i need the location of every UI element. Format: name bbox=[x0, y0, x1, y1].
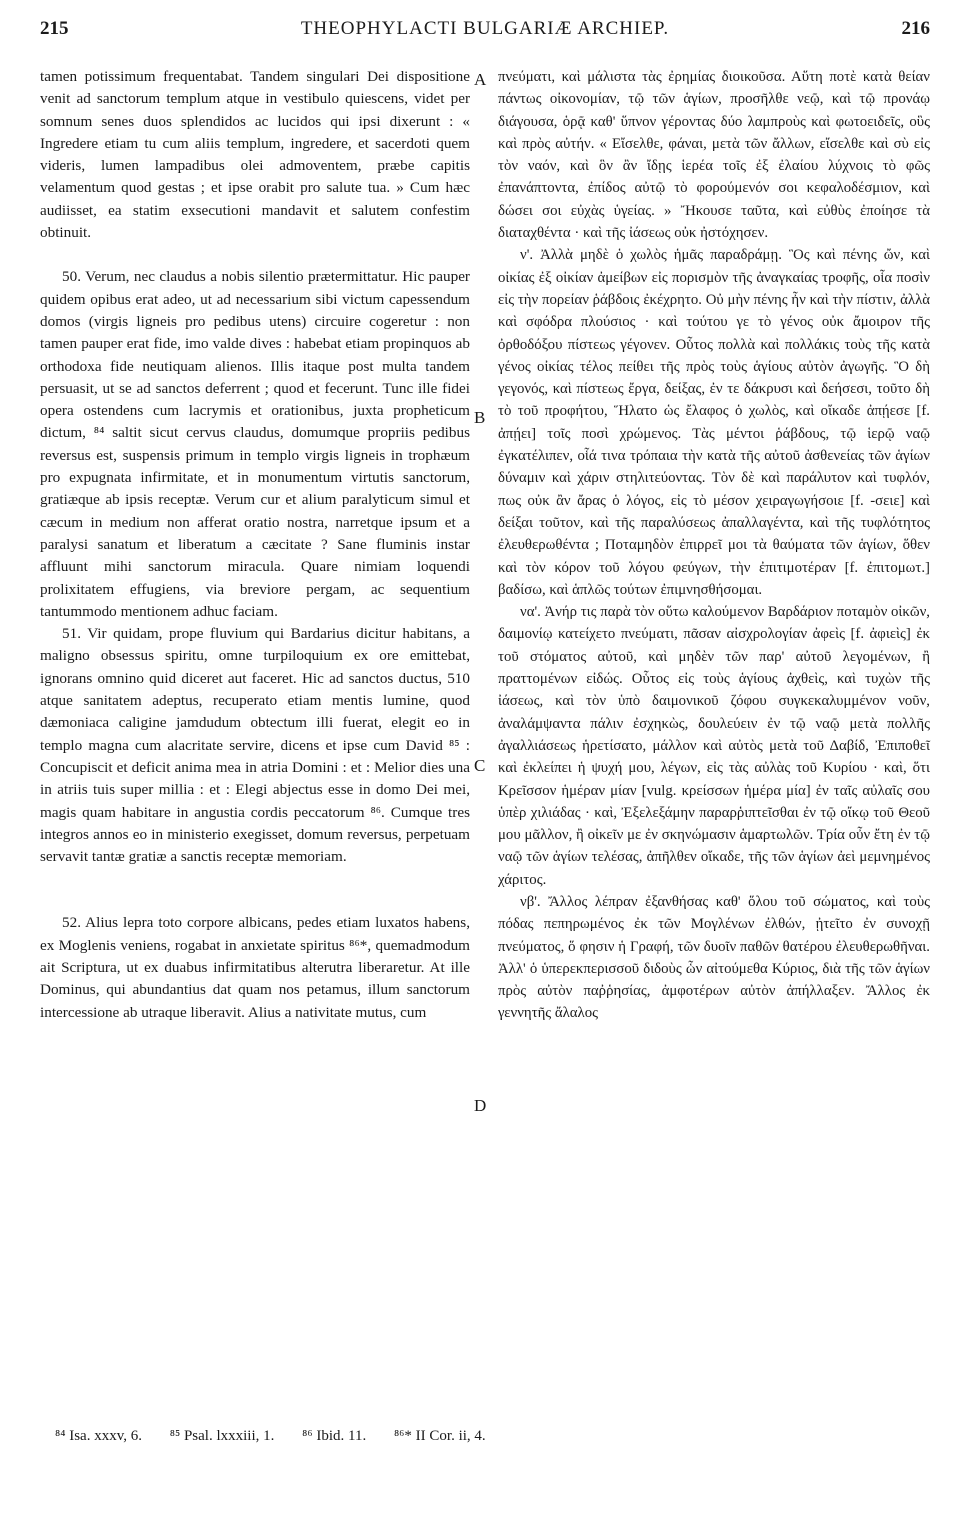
latin-column bbox=[40, 66, 470, 1024]
margin-letter-b: B bbox=[474, 408, 486, 427]
latin-paragraph-50: 50. Verum, nec claudus a nobis silentio prætermittatur. Hic pauper quidem opibus erat adeo, ut ad necessarium sibi victum capessendum domos (virgis ligneis pro pedibus utens) circuire cogeretur : non tamen pauper erat fide, imo valde dives : habebat etiam propinquos ab orthodoxa fide neutiquam alienos. Illis itaque post multa tandem persuasit, ut se ad sanctos deferrent ; quod et fecerunt. Tunc ille fidei opera ostendens cum lacrymis et orationibus, juxta propheticum dictum, ⁸⁴ saltit sicut cervus claudus, domumque propriis pedibus reversus est, suspensis primum in templo virgis ligneis in trophæum pro expugnata infirmitate, et in monumentum virtutis sanctorum, gratiæque ab ipsis receptæ. Verum cur et alium paralyticum simul et cæcum in medium non afferat oratio nostra, narretque ipsum et a paralysi sanatum et liberatum a cæcitate ? Sane fluminis instar affluunt mihi sanctorum miracula. Quare nimiam loquendi prolixitatem effugiens, via breviore pergam, ac sequentium tantummodo mentionem adhuc faciam. bbox=[40, 268, 470, 620]
footnotes bbox=[55, 1428, 935, 1445]
footnote-84: ⁸⁴ Isa. xxxv, 6. bbox=[55, 1428, 142, 1444]
margin-letter-d: D bbox=[474, 1096, 487, 1115]
latin-paragraph-51: 51. Vir quidam, prope fluvium qui Bardarius dicitur habitans, a maligno obsessus spiritu, omne turpiloquium ex ore emittebat, ignorans omnino quid diceret aut faceret. Hic ad sanctos ductus, 510 atque sanitatem adeptus, recuperato etiam mentis lumine, quod dæmoniaca caligine jamdudum obtectum illi fuerat, elegit eo in templo magna cum alacritate servire, dicens et ipse cum David ⁸⁵ : Concupiscit et deficit anima mea in atria Domini : et : Melior dies una in atriis tuis super millia : et : Elegi abjectus esse in domo Dei mei, magis quam habitare in angustia cordis peccatorum ⁸⁶. Cumque tres integros annos eo in ministerio exegisset, domum reversus, perpetuam servavit tantæ gratiæ a sanctis receptæ memoriam. bbox=[40, 625, 470, 866]
margin-letter-c: C bbox=[474, 756, 486, 775]
latin-paragraph-52: 52. Alius lepra toto corpore albicans, pedes etiam luxatos habens, ex Moglenis veniens, rogabat in anxietate spiritus ⁸⁶*, quemadmodum ait Scriptura, ut ex duabus infirmitatibus alterutra liberaretur. At ille Dominus, qui abundantius dat quam nos petamus, illum sanctorum intercessione ab utraque liberavit. Alius a nativitate mutus, cum bbox=[40, 914, 470, 1021]
running-header bbox=[40, 18, 930, 48]
latin-paragraph-49-end: tamen potissimum frequentabat. Tandem singulari Dei dispositione venit ad sanctorum templum atque in vestibulo quiescens, videt per somnum senes duos splendidos ac lucidos qui ipsi dixerunt : « Ingredere etiam tu cum aliis templum, ingredere, et sacerdoti quem videris, lumen lampadibus olei admoventem, præbe capitis velamentum quod gestas ; et ipse orabit pro salute tua. » Cum hæc audiisset, ea statim exsecutioni mandavit et salutem confestim obtinuit. bbox=[40, 68, 470, 242]
left-page-number: 215 bbox=[40, 18, 69, 39]
footnote-85: ⁸⁵ Psal. lxxxiii, 1. bbox=[169, 1428, 275, 1444]
footnote-86-star: ⁸⁶* II Cor. ii, 4. bbox=[393, 1428, 486, 1444]
footnote-86: ⁸⁶ Ibid. 11. bbox=[302, 1428, 367, 1444]
greek-column bbox=[498, 66, 930, 1025]
right-page-number: 216 bbox=[901, 18, 930, 39]
greek-paragraph-49-end: πνεύματι, καὶ μάλιστα τὰς ἐρημίας διοικοῦσα. Αὕτη ποτὲ κατὰ θείαν πάντως οἰκονομίαν, τῷ τῶν ἁγίων, προσῆλθε νεῷ, καὶ τῷ προνάῳ διάγουσα, ὁρᾷ καθ' ὕπνον γέροντας δύο λαμπροὺς καὶ φωτοειδεῖς, οὓς καὶ πρὸς αὐτήν. « Εἴσελθε, φάναι, μετὰ τῶν ἄλλων, εἴσελθε καὶ σὺ εἰς τὸν ναόν, καὶ ὃν ἂν ἴδῃς ἱερέα τοῖς ἐξ ἐλαίου λύχνοις τὸ φῶς ἐπανάπτοντα, ἐπίδος αὐτῷ τὸ φορούμενόν σοι κεφαλοδέσμιον, καὶ δώσει σοι εὐχὰς ὑγείας. » Ἤκουσε ταῦτα, καὶ εὐθὺς ἐποίησε τὰ διαταχθέντα · καὶ τῆς ἰάσεως οὐκ ἠστόχησεν. bbox=[498, 69, 930, 242]
greek-paragraph-51: να'. Ἀνήρ τις παρὰ τὸν οὕτω καλούμενον Βαρδάριον ποταμὸν οἰκῶν, δαιμονίῳ κατείχετο πνεύματι, πᾶσαν αἰσχρολογίαν ἀφεὶς [f. ἀφιεὶς] ἐκ τοῦ στόματος αὐτοῦ, καὶ μηδὲν τῶν παρ' αὐτοῦ λεγομένων, ἢ πραττομένων εἰδώς. Οὗτος εἰς τοὺς ἁγίους ἀχθεὶς, καὶ τυχὼν τῆς ἰάσεως, καὶ τὸν ὑπὸ δαιμονικοῦ ζόφου συγκεκαλυμμένον νοῦν, ἀναλάμψαντα πάλιν ἐσχηκὼς, δουλεύειν ἐν τῷ ναῷ μετὰ πολλῆς ἀγαλλιάσεως ἡρετίσατο, μάλλον καὶ αὐτὸς μετὰ τοῦ Δαβίδ, Ἐπιποθεῖ καὶ ἐκλείπει ἡ ψυχή μου, λέγων, εἰς τὰς αὐλὰς τοῦ Κυρίου · καὶ, ὅτι Κρεῖσσον ἡμέραν μίαν [vulg. κρείσσων ἡμέρα μία] ἐν ταῖς αὐλαῖς σου ὑπὲρ χιλιάδας · καὶ, Ἐξελεξάμην παραρῥιπτεῖσθαι ἐν τῷ οἴκῳ τοῦ Θεοῦ μου μᾶλλον, ἢ οἰκεῖν με ἐν σκηνώμασιν ἁμαρτωλῶν. Τρία οὖν ἔτη ἐν τῷ ναῷ τῶν ἁγίων τελέσας, ἀπῆλθεν οἴκαδε, τῆς τῶν ἁγίων ἀεὶ μεμνημένος χάριτος. bbox=[498, 604, 930, 888]
running-title: THEOPHYLACTI BULGARIÆ ARCHIEP. bbox=[300, 18, 670, 39]
greek-paragraph-52: νβ'. Ἄλλος λέπραν ἐξανθήσας καθ' ὅλου τοῦ σώματος, καὶ τοὺς πόδας πεπηρωμένος ἐκ τῶν Μογλένων ἐλθών, ᾐτεῖτο ἐν συνοχῇ πνεύματος, ὅ φησιν ἡ Γραφή, τῶν δυοῖν παθῶν θατέρου ἐλευθερωθῆναι. Ἀλλ' ὁ ὑπερεκπερισσοῦ διδοὺς ὧν αἰτούμεθα Κύριος, διὰ τῆς τῶν ἁγίων πρὸς αὐτὸν παῤῥησίας, ἀμφοτέρων αὐτὸν ἀπήλλαξεν. Ἄλλος ἐκ γεννητῆς ἄλαλος bbox=[498, 893, 930, 1022]
greek-paragraph-50: ν'. Ἀλλὰ μηδὲ ὁ χωλὸς ἡμᾶς παραδράμῃ. Ὃς καὶ πένης ὤν, καὶ οἰκίας ἐξ οἰκίαν ἀμείβων εἰς πορισμὸν τῆς ἀναγκαίας τροφῆς, οἷα ποσὶν εἰς τὴν πορείαν ῥάβδοις ἐκέχρητο. Οὐ μὴν πένης ἦν καὶ τὴν πίστιν, ἀλλὰ καὶ σφόδρα πλούσιος · καὶ τούτου γε τὸ γένος οὐκ ἄμοιρον τῆς ὀρθοδόξου πίστεως γέγονεν. Οὗτος πολλὰ καὶ πολλάκις τοὺς τῆς κατὰ γένος οἰκίας τέλος πείθει τῆς πρὸς τοὺς ἁγίους αὐτὸν ἀγωγῆς. Ὃ δὴ γεγονός, καὶ πίστεως ἔργα, δείξας, ἐν τε δάκρυσι καὶ δεήσεσι, τοῦτο δὴ τὸ τοῦ προφήτου, Ἥλατο ὡς ἔλαφος ὁ χωλὸς, καὶ οἴκαδε ἀπῄεσε [f. ἀπῄει] τοῖς ποσὶ χρώμενος. Τὰς μέντοι ῥάβδους, τῷ ἱερῷ ναῷ ἐγκατέλιπεν, οἷά τινα τρόπαια τὴν κατὰ τῆς αὐτοῦ ἀσθενείας τῶν ἁγίων δύναμιν καὶ χάριν στηλιτεύοντας. Τὸν δὲ καὶ παράλυτον καὶ τυφλόν, πως οὐκ ἂν ἄρας ὁ λόγος, εἰς τὸ μέσον χειραγωγήσοιε [f. -σειε] καὶ δείξαι τοῦτον, καὶ τῆς παραλύσεως ἀπαλλαγέντα, καὶ τῆς τυφλότητος ἐλευθερωθέντα ; Ποταμηδὸν ἐπιρρεῖ μοι τὰ θαύματα τῶν ἁγίων, ὅθεν καὶ τὸν κόρον τοῦ λόγου φεύγων, τὴν ἐπιτιμοτέραν [f. ἐπιτομωτ.] βαδίσω, καὶ ἁπλῶς τούτων ἐπιμνησθήσομαι. bbox=[498, 247, 930, 598]
margin-letter-a: A bbox=[474, 70, 487, 89]
